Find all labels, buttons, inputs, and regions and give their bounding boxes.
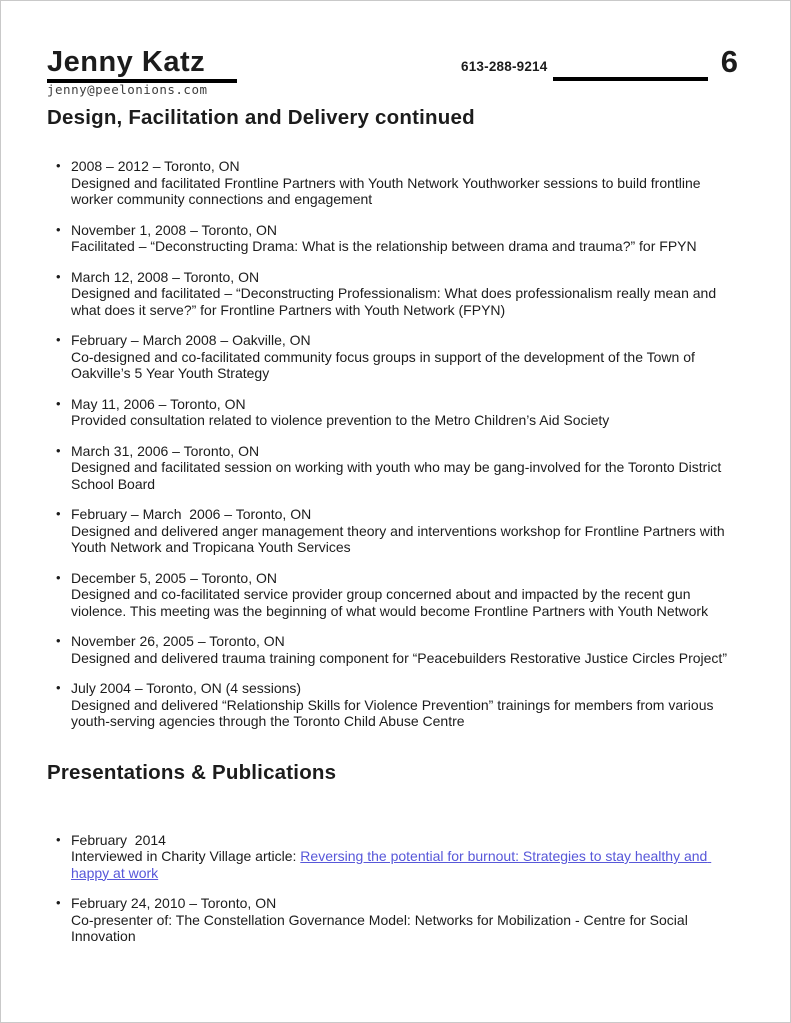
list-item	[47, 633, 743, 666]
item-body	[71, 158, 743, 208]
section-title: Design, Facilitation and Delivery continued	[47, 106, 475, 129]
list-item	[47, 158, 743, 208]
item-date: March 31, 2006 – Toronto, ON	[71, 442, 260, 459]
item-body	[71, 396, 743, 429]
item-body	[71, 269, 743, 319]
list-item	[47, 222, 743, 255]
bullet-icon: •	[56, 831, 61, 847]
section	[47, 105, 747, 730]
bullet-icon: •	[56, 569, 61, 585]
section-title: Presentations & Publications	[47, 760, 337, 784]
bullet-icon: •	[56, 221, 61, 237]
item-date: February 2014	[71, 831, 166, 848]
bullet-list	[47, 832, 743, 945]
item-description: Designed and facilitated session on working with youth who may be gang-involved for the Toronto District School Board	[71, 459, 726, 492]
item-description: Co-presenter of: The Constellation Governance Model: Networks for Mobilization - Centre for Social Innovation	[71, 911, 692, 944]
header-rule	[553, 77, 708, 81]
bullet-icon: •	[56, 158, 61, 173]
item-date: May 11, 2006 – Toronto, ON	[71, 395, 246, 412]
item-date: February – March 2006 – Toronto, ON	[71, 506, 312, 522]
bullet-icon: •	[56, 680, 61, 695]
item-date: December 5, 2005 – Toronto, ON	[71, 569, 277, 586]
bullet-icon: •	[56, 895, 61, 910]
item-description: Designed and delivered “Relationship Skills for Violence Prevention” trainings for members from various youth-serving agencies through the Toronto Child Abuse Centre	[71, 696, 718, 729]
list-item	[47, 570, 743, 620]
item-body	[71, 332, 743, 382]
list-item	[47, 443, 743, 493]
item-date: February – March 2008 – Oakville, ON	[71, 332, 311, 348]
item-description: Designed and facilitated – “Deconstructing Professionalism: What does professionalism really mean and what does it serve?” for Frontline Partners with Youth Network (FPYN)	[71, 285, 720, 318]
bullet-icon: •	[56, 268, 61, 284]
bullet-icon: •	[56, 506, 61, 521]
item-body	[71, 633, 743, 666]
list-item	[47, 269, 743, 319]
item-description: Facilitated – “Deconstructing Drama: What is the relationship between drama and trauma?” for FPYN	[71, 238, 697, 254]
bullet-icon: •	[56, 395, 61, 411]
item-body	[71, 680, 743, 730]
item-description: Co-designed and co-facilitated community focus groups in support of the development of the Town of Oakville’s 5 Year Youth Strategy	[71, 348, 699, 381]
item-body	[71, 570, 743, 620]
list-item	[47, 506, 743, 556]
section	[47, 760, 747, 945]
phone-number: 613-288-9214	[461, 59, 548, 74]
item-description: Designed and delivered trauma training component for “Peacebuilders Restorative Justice Circles Project”	[71, 649, 727, 666]
item-body	[71, 443, 743, 493]
item-date: March 12, 2008 – Toronto, ON	[71, 268, 260, 285]
list-item	[47, 332, 743, 382]
item-date: July 2004 – Toronto, ON (4 sessions)	[71, 680, 302, 696]
item-description: Designed and facilitated Frontline Partners with Youth Network Youthworker sessions to build frontline worker community connections and engagement	[71, 174, 705, 207]
bullet-icon: •	[56, 633, 61, 648]
bullet-list	[47, 158, 743, 730]
list-item	[47, 396, 743, 429]
item-body	[71, 506, 743, 556]
item-description: Provided consultation related to violence prevention to the Metro Children’s Aid Society	[71, 412, 610, 428]
email-address: jenny@peelonions.com	[47, 82, 208, 97]
item-body	[71, 895, 743, 945]
item-body	[71, 222, 743, 255]
item-date: 2008 – 2012 – Toronto, ON	[71, 158, 240, 174]
item-date: February 24, 2010 – Toronto, ON	[71, 895, 277, 911]
item-date: November 26, 2005 – Toronto, ON	[71, 633, 285, 649]
person-name: Jenny Katz	[47, 47, 237, 83]
list-item	[47, 895, 743, 945]
list-item	[47, 680, 743, 730]
item-description: Designed and co-facilitated service provider group concerned about and impacted by the recent gun violence. This meeting was the beginning of what would become Frontline Partners with Youth Network	[71, 586, 709, 619]
item-body	[71, 832, 743, 882]
article-link[interactable]: Reversing the potential for burnout: Strategies to stay healthy and happy at work	[71, 848, 712, 881]
item-date: November 1, 2008 – Toronto, ON	[71, 221, 277, 238]
resume-body	[47, 105, 747, 959]
page-number: 6	[720, 44, 738, 79]
item-description: Designed and delivered anger management theory and interventions workshop for Frontline Partners with Youth Network and Tropicana Youth Services	[71, 522, 729, 555]
item-description: Interviewed in Charity Village article: Reversing the potential for burnout: Strategies to stay healthy and happy at work	[71, 848, 712, 881]
bullet-icon: •	[56, 442, 61, 458]
list-item	[47, 832, 743, 882]
bullet-icon: •	[56, 332, 61, 347]
